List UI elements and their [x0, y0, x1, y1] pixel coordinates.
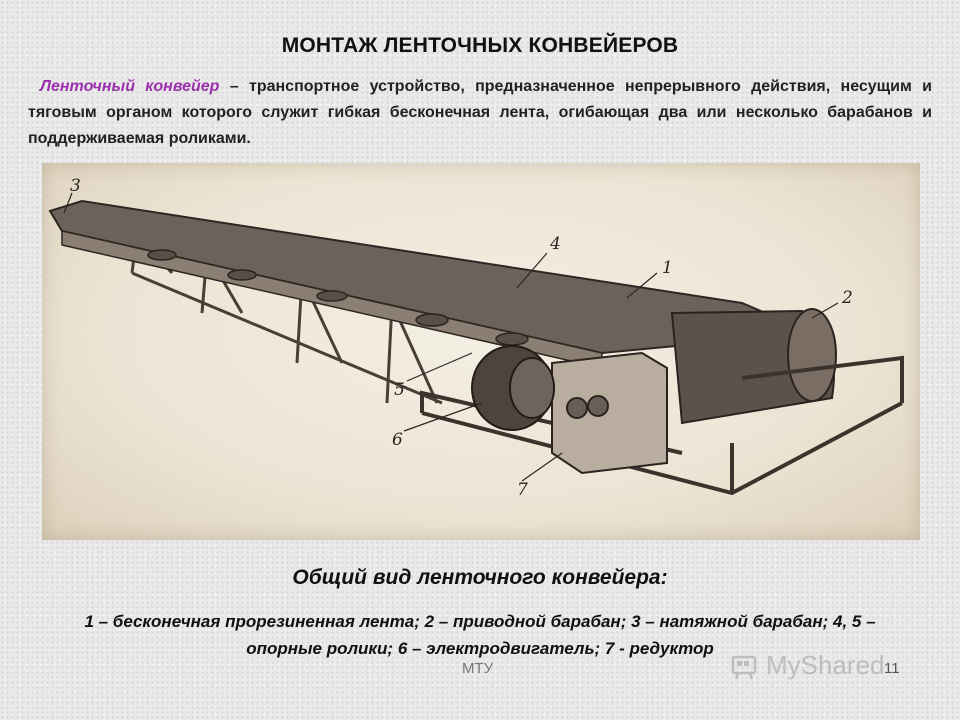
callout-label: 3 — [70, 176, 81, 196]
watermark-logo-icon — [730, 651, 760, 681]
callout-label: 7 — [517, 480, 528, 500]
slide-number: 11 — [884, 660, 900, 677]
slide-title: МОНТАЖ ЛЕНТОЧНЫХ КОНВЕЙЕРОВ — [281, 34, 679, 57]
footer-text: МТУ — [462, 660, 494, 677]
callout-label: 2 — [842, 288, 853, 308]
drive-drum-end — [788, 309, 836, 401]
definition-term: Ленточный конвейер — [40, 78, 220, 95]
caption-legend: 1 – бесконечная прорезиненная лента; 2 – приводной барабан; 3 – натяжной барабан; 4, 5 – опорные ролики; 6 – электродвигатель; 7 - редуктор — [84, 612, 876, 658]
watermark-brand: MyShared — [766, 650, 885, 680]
definition-paragraph — [28, 74, 932, 152]
callout-label: 4 — [550, 234, 561, 254]
watermark — [730, 650, 885, 681]
callout-label: 6 — [392, 430, 403, 450]
callout-label: 5 — [394, 380, 405, 400]
caption-title: Общий вид ленточного конвейера: — [292, 566, 668, 589]
definition-text: – транспортное устройство, предназначенное непрерывного действия, несущим и тяговым органом которого служит гибкая бесконечная лента, огибающая два или несколько барабанов и поддерживаемая роликами. — [28, 78, 933, 147]
conveyor-drawing — [42, 163, 920, 540]
conveyor-illustration — [42, 163, 920, 540]
callout-label: 1 — [662, 258, 673, 278]
